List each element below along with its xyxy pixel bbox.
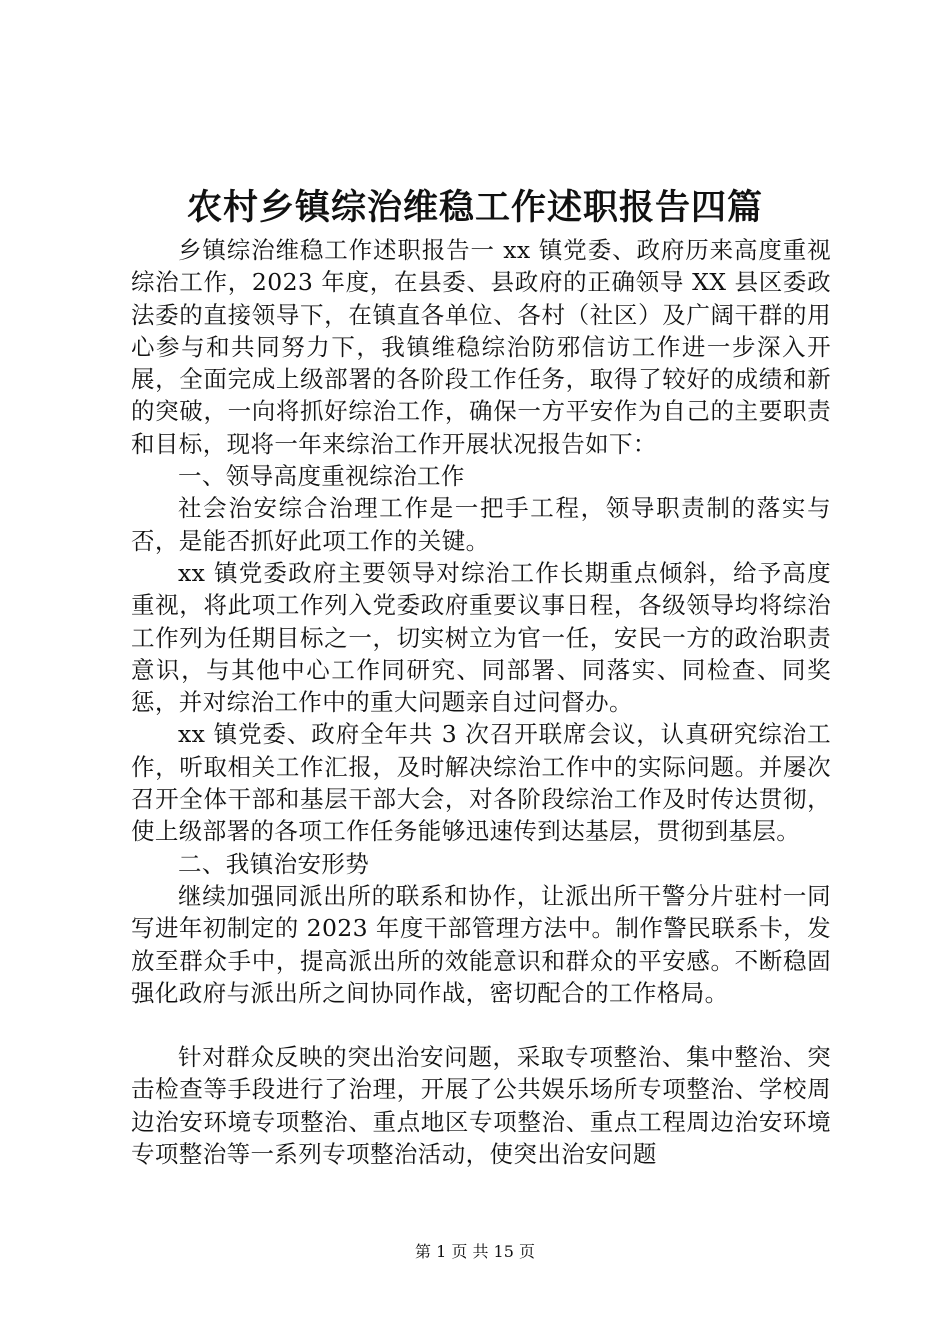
paragraph-special-rectification: 针对群众反映的突出治安问题，采取专项整治、集中整治、突击检查等手段进行了治理，开展了公共娱乐场所专项整治、学校周边治安环境专项整治、重点地区专项整治、重点工程周边治安环境专项整治等一系列专项整治活动，使突出治安问题: [131, 1043, 831, 1169]
paragraph-spacer: [131, 1009, 831, 1041]
page-title: 农村乡镇综治维稳工作述职报告四篇: [186, 187, 763, 228]
section-heading-2: 二、我镇治安形势: [178, 849, 370, 878]
paragraph-meetings: xx 镇党委、政府全年共 3 次召开联席会议，认真研究综治工作，听取相关工作汇报，及时解决综治工作中的实际问题。并屡次召开全体干部和基层干部大会，对各阶段综治工作及时传达贯彻，使上级部署的各项工作任务能够迅速传到达基层，贯彻到基层。: [131, 720, 831, 846]
paragraph-responsibility: 社会治安综合治理工作是一把手工程，领导职责制的落实与否，是能否抓好此项工作的关键。: [131, 494, 831, 555]
paragraph-intro: 乡镇综治维稳工作述职报告一 xx 镇党委、政府历来高度重视综治工作，2023 年度，在县委、县政府的正确领导 XX 县区委政法委的直接领导下，在镇直各单位、各村（社区）及广阔干群的用心参与和共同努力下，我镇维稳综治防邪信访工作进一步深入开展，全面完成上级部署的各阶段工作任务，取得了较好的成绩和新的突破，一向将抓好综治工作，确保一方平安作为自己的主要职责和目标，现将一年来综治工作开展状况报告如下：: [131, 236, 831, 458]
section-heading-1: 一、领导高度重视综治工作: [178, 462, 465, 491]
paragraph-leadership: xx 镇党委政府主要领导对综治工作长期重点倾斜，给予高度重视，将此项工作列入党委政府重要议事日程，各级领导均将综治工作列为任期目标之一，切实树立为官一任，安民一方的政治职责意识，与其他中心工作同研究、同部署、同落实、同检查、同奖惩，并对综治工作中的重大问题亲自过问督办。: [131, 558, 831, 717]
page-footer: 第 1 页 共 15 页: [415, 1242, 535, 1261]
document-body: [131, 234, 831, 1170]
paragraph-police-cooperation: 继续加强同派出所的联系和协作，让派出所干警分片驻村一同写进年初制定的 2023 年度干部管理方法中。制作警民联系卡，发放至群众手中，提高派出所的效能意识和群众的平安感。不断稳固强化政府与派出所之间协同作战，密切配合的工作格局。: [131, 881, 831, 1007]
